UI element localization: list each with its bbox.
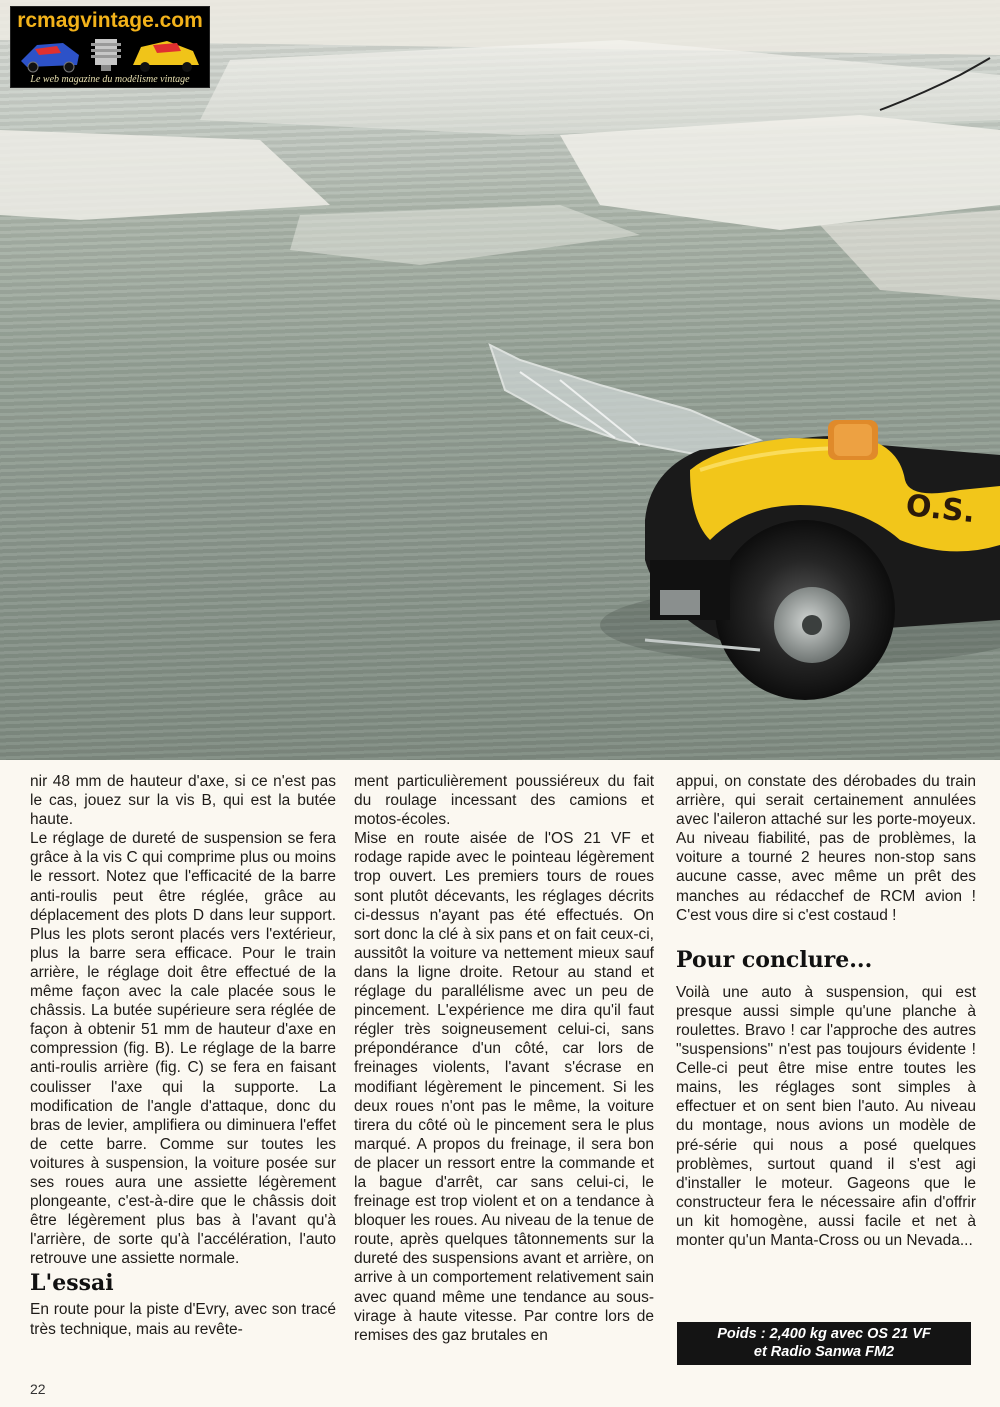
track-band: [560, 115, 1000, 230]
spec-line-1: Poids : 2,400 kg avec OS 21 VF: [717, 1326, 931, 1342]
page-number: 22: [30, 1381, 46, 1397]
column2-paragraph-1: ment particulièrement poussiéreux du fait du roulage incessant des camions et motos-écoles.: [354, 773, 654, 829]
column3-paragraph-2: Voilà une auto à suspension, qui est presque aussi simple qu'une planche à roulettes. Bravo ! car l'approche des autres "suspensions" n'est pas toujours évidente ! Celle-ci peut être mise entre toutes les mains, les réglages sont simples à effectuer et on sent bien l'auto. Au niveau du montage, nous avions un modèle de pré-série qui nous a posé quelques problèmes, surtout quand il s'est agi d'installer le moteur. Gageons que le constructeur fera le nécessaire afin d'offrir un kit homogène, aussi facile et net à monter qu'un Manta-Cross ou un Nevada...: [676, 983, 976, 1249]
column2-paragraph-2: Mise en route aisée de l'OS 21 VF et rodage rapide avec le pointeau légèrement trop ouvert. Les premiers tours de roues sont plutôt décevants, les réglages décrits ci-dessus n'ayant pas été effectués. On sort donc la clé à six pans et on fait ceux-ci, aussitôt la voiture va nettement mieux sauf dans la ligne droite. Retour au stand et réglage du parallélisme avec un peu de pincement. L'expérience me dira qu'il faut régler très soigneusement celui-ci, sans prépondérance d'un côté, car lors de freinages violents, l'avant s'écrase en modifiant légèrement le pincement. Si les deux roues n'ont pas le même, la voiture tirera du côté où le pincement sera le plus marqué. A propos du freinage, il sera bon de placer un ressort entre la commande et la bague d'arrêt, car sans celui-ci, le freinage est trop violent et on a tendance à bloquer les roues. Au niveau de la tenue de route, après quelques tâtonnements sur la dureté des suspensions avant et arrière, on arrive à un comportement relativement sain avec quand même une tendance au sous-virage à haute vitesse. Par contre lors de remises des gaz brutales en: [354, 830, 654, 1344]
logo-subtitle: Le web magazine du modélisme vintage: [30, 74, 190, 85]
column1-paragraph-2: Le réglage de dureté de suspension se fera grâce à la vis C qui comprime plus ou moins le ressort. Notez que l'efficacité de la barre anti-roulis peut être réglée, grâce au déplacement des plots D dans leur support. Plus les plots seront placés vers l'extérieur, plus la barre sera efficace. Pour le train arrière, le réglage doit être effectué de la même façon avec la cale placée sous le châssis. La butée supérieure sera réglée de façon à obtenir 51 mm de hauteur d'axe en compression (fig. B). Le réglage de la barre anti-roulis arrière (fig. C) se fera en faisant coulisser l'axe qui la supporte. La modification de l'angle d'attaque, donc du bras de levier, amplifiera ou diminuera l'effet de cette barre. Comme sur toutes les voitures à suspension, la voiture posée sur ses roues aura une assiette légèrement plongeante, c'est-à-dire que le châssis doit être légèrement plus bas à l'avant qu'à l'arrière, de sorte qu'à l'accélération, l'auto retrouve une assiette normale.: [30, 830, 336, 1268]
car-lettering: O.S.: [904, 488, 977, 531]
logo-models-icon: [17, 35, 205, 73]
track-band: [290, 205, 640, 265]
article-column-1: [30, 772, 336, 1339]
article-column-2: [354, 772, 654, 1345]
spec-box: [677, 1322, 971, 1365]
section-heading-essai: L'essai: [30, 1270, 114, 1297]
column1-paragraph-1: nir 48 mm de hauteur d'axe, si ce n'est pas le cas, jouez sur la vis B, qui est la butée haute.: [30, 773, 336, 829]
section-heading-conclusion: Pour conclure...: [676, 946, 873, 973]
column1-paragraph-3: En route pour la piste d'Evry, avec son tracé très technique, mais au revête-: [30, 1301, 336, 1338]
site-logo[interactable]: [10, 6, 210, 88]
column3-paragraph-1: appui, on constate des dérobades du train arrière, qui serait certainement annulées avec l'aileron attaché sur les porte-moyeux. Au niveau fiabilité, pas de problèmes, la voiture a tourné 2 heures non-stop sans aucune casse, avec même un prêt des manches au rédacchef de RCM avion ! C'est vous dire si c'est costaud !: [676, 773, 976, 924]
track-band: [820, 210, 1000, 300]
rear-wing: [490, 345, 760, 455]
logo-title: rcmagvintage.com: [17, 9, 203, 32]
track-band: [0, 130, 330, 220]
spec-line-2: et Radio Sanwa FM2: [753, 1344, 895, 1360]
article-column-3: [676, 772, 976, 1250]
